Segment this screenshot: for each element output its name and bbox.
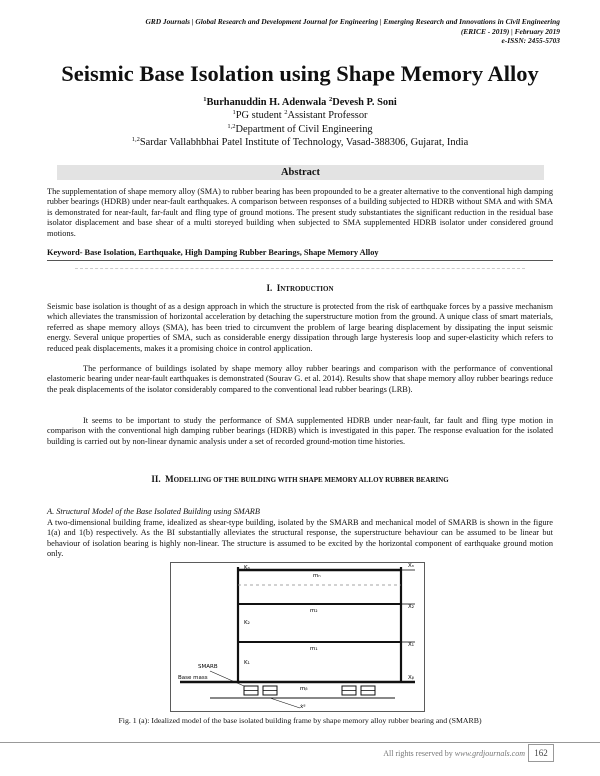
journal-header <box>40 17 560 46</box>
journal-header-line-2: (ERICE - 2019) | February 2019 <box>460 26 560 36</box>
label-x2: X₂ <box>408 604 414 610</box>
author-names <box>40 96 560 109</box>
abstract-text: The supplementation of shape memory alloy (SMA) to rubber bearing has been propounded to be a greater alternative to the conventional high damping rubber bearings (HDRB) under near-fault earthquakes. A comparison between responses of a building subjected to HDRB without SMA and with SMA is demonstrated for near-fault, far-fault and fling type of ground motions. The present study substantiates the significant reduction in the residual base isolator displacement and base shear of a multi storeyed building when subjected to SMA supplemented HDRB isolator under considered ground motions. <box>47 187 553 238</box>
author-block <box>40 96 560 149</box>
smarb-bearing-right <box>342 686 375 695</box>
label-k1: K₁ <box>244 660 250 666</box>
dept-sup: 1,2 <box>227 122 236 130</box>
label-base-mass: Base mass <box>178 675 208 681</box>
label-xn: Xₙ <box>408 563 414 569</box>
role-1: PG student <box>235 110 282 122</box>
author-2-sup: 2 <box>328 96 333 103</box>
footer-site-link[interactable]: www.grdjournals.com <box>454 749 525 758</box>
footer-divider <box>0 742 600 743</box>
author-department <box>40 123 560 136</box>
intro-paragraph-2: The performance of buildings isolated by shape memory alloy rubber bearings and comparison with the performance of conventional elastomeric bearing under near-fault earthquakes is demonstrated (Sourav G. et al. 2014). Results show that shape memory alloy rubber bearings reduce the peak displacements of the isolator considerably compared to the conventional lead rubber bearings (LRB). <box>47 364 553 394</box>
section-1-initial: I <box>276 283 281 293</box>
author-2-name: Devesh P. Soni <box>332 97 397 108</box>
section-1-title: NTRODUCTION <box>280 285 334 293</box>
subsection-heading: A. Structural Model of the Base Isolated Building using SMARB <box>47 507 260 516</box>
section-2-initial: M <box>165 474 174 484</box>
label-kn: Kₙ <box>244 565 250 571</box>
footer-rights-text: All rights reserved by <box>383 749 455 758</box>
inst-name: Sardar Vallabhbhai Patel Institute of Technology, Vasad-388306, Gujarat, India <box>139 136 469 148</box>
role-2: Assistant Professor <box>287 110 368 122</box>
section-1-number: I. <box>266 283 273 293</box>
smarb-bearing-left <box>244 686 277 695</box>
page-number: 162 <box>528 744 554 762</box>
dept-name: Department of Civil Engineering <box>235 123 373 135</box>
intro-paragraph-3: It seems to be important to study the performance of SMA supplemented HDRB under near-fault, far fault and fling type motion in comparison with the conventional high damping rubber bearings (HDRB) which is investigated in this paper. The response evaluation for the isolated building is carried out by non-linear dynamic analysis under a set of recorded ground-motion time histories. <box>47 416 553 446</box>
section-2-title: ODELLING OF THE BUILDING WITH SHAPE MEMORY ALLOY RUBBER BEARING <box>173 476 449 484</box>
author-roles <box>40 109 560 122</box>
inst-sup: 1,2 <box>131 135 140 143</box>
label-smarb: SMARB <box>198 664 218 670</box>
label-xg: ẋᵍ <box>300 704 306 710</box>
figure-border <box>171 563 425 712</box>
label-xb: Xᵦ <box>408 675 414 681</box>
paper-title: Seismic Base Isolation using Shape Memory Alloy <box>61 61 539 86</box>
journal-header-line-3: e-ISSN: 2455-5703 <box>501 36 560 46</box>
author-1-name: Burhanuddin H. Adenwala <box>206 97 327 108</box>
role-1-sup: 1 <box>232 109 236 117</box>
label-k2: K₂ <box>244 620 250 626</box>
section-2-heading <box>47 474 553 484</box>
label-m2: m₂ <box>310 608 318 614</box>
abstract-divider-faint <box>75 268 525 269</box>
building-model-figure <box>170 562 425 712</box>
section-1-heading <box>47 283 553 293</box>
abstract-heading: Abstract <box>57 165 544 180</box>
intro-paragraph-1: Seismic base isolation is thought of as a design approach in which the structure is protected from the risk of earthquake forces by a passive mechanism which alleviates the transmission of horizontal acceleration by detaching the superstructure motion from the ground. A unique class of smart materials, referred as shape memory alloys (SMA), has been tried to circumvent the problem of large bearing displacement by dissipating the input seismic energy. Several unique properties of SMA, such as considerable energy dissipation through large hysteresis loop and super-elasticity which refers to reduced peak displacements, makes it a promising choice in control application. <box>47 302 553 353</box>
section-2-number: II. <box>151 474 161 484</box>
author-institution <box>40 136 560 149</box>
footer-rights <box>383 749 525 758</box>
figure-caption: Fig. 1 (a): Idealized model of the base isolated building frame by shape memory alloy rubber bearing and (SMARB) <box>118 716 482 725</box>
journal-header-line-1: GRD Journals | Global Research and Development Journal for Engineering | Emerging Research and Innovations in Civil Engineering <box>145 17 560 26</box>
keywords: Keyword- Base Isolation, Earthquake, High Damping Rubber Bearings, Shape Memory Alloy <box>47 248 379 257</box>
label-x1: X₁ <box>408 642 414 648</box>
abstract-divider <box>47 260 553 261</box>
role-2-sup: 2 <box>284 109 288 117</box>
label-m1: m₁ <box>310 646 318 652</box>
label-mb: mᵦ <box>300 686 308 692</box>
author-1-sup: 1 <box>203 96 207 103</box>
label-mn: mₙ <box>313 573 321 579</box>
modelling-paragraph: A two-dimensional building frame, idealized as shear-type building, isolated by the SMARB and mechanical model of SMARB is shown in the figure 1(a) and 1(b) respectively. As the BI substantially alleviates the structural response, the superstructure behaviour can be assumed to be linear but behaviour of isolation bearing is highly non-linear. The structure is assumed to be excited by the horizontal component of earthquake ground motion only. <box>47 518 553 559</box>
